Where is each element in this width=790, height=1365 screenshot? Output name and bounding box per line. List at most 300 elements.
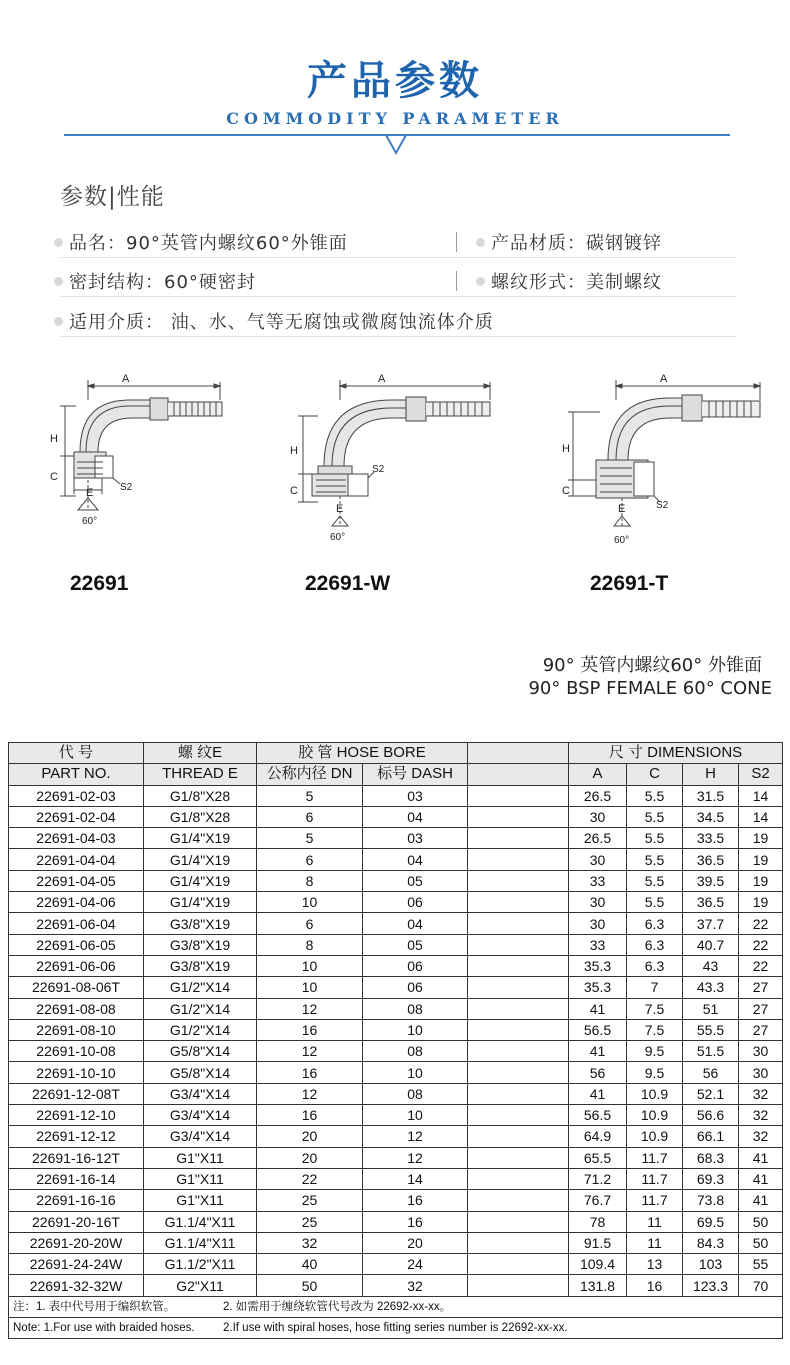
cell-blank bbox=[468, 934, 569, 955]
svg-text:C: C bbox=[290, 485, 298, 497]
cell-c: 5.5 bbox=[627, 870, 683, 891]
cell-a: 35.3 bbox=[569, 955, 627, 976]
table-row bbox=[9, 1232, 783, 1253]
cell-part-no: 22691-08-06T bbox=[9, 977, 144, 998]
cell-h: 36.5 bbox=[683, 892, 739, 913]
table-row bbox=[9, 1254, 783, 1275]
cell-c: 5.5 bbox=[627, 828, 683, 849]
cell-a: 30 bbox=[569, 849, 627, 870]
cell-h: 31.5 bbox=[683, 785, 739, 806]
svg-text:60°: 60° bbox=[614, 535, 630, 546]
cell-h: 84.3 bbox=[683, 1232, 739, 1253]
cell-h: 51.5 bbox=[683, 1041, 739, 1062]
cell-s2: 19 bbox=[739, 892, 783, 913]
table-header-row bbox=[9, 764, 783, 785]
cell-a: 109.4 bbox=[569, 1254, 627, 1275]
cell-part-no: 22691-20-16T bbox=[9, 1211, 144, 1232]
spec-table bbox=[8, 742, 783, 1339]
param-separator bbox=[456, 271, 457, 291]
cell-blank bbox=[468, 785, 569, 806]
cell-blank bbox=[468, 1232, 569, 1253]
cell-dash: 03 bbox=[363, 828, 468, 849]
cell-part-no: 22691-04-03 bbox=[9, 828, 144, 849]
table-row bbox=[9, 1126, 783, 1147]
cell-h: 40.7 bbox=[683, 934, 739, 955]
cell-dn: 50 bbox=[257, 1275, 363, 1296]
cell-dash: 12 bbox=[363, 1147, 468, 1168]
cell-h: 68.3 bbox=[683, 1147, 739, 1168]
cell-dash: 04 bbox=[363, 849, 468, 870]
table-note-row bbox=[9, 1318, 783, 1339]
cell-thread: G1/8"X28 bbox=[144, 806, 257, 827]
cell-blank bbox=[468, 1168, 569, 1189]
cell-s2: 50 bbox=[739, 1232, 783, 1253]
cell-dn: 25 bbox=[257, 1190, 363, 1211]
cell-part-no: 22691-10-10 bbox=[9, 1062, 144, 1083]
model-label: 22691 bbox=[70, 572, 129, 595]
cell-h: 43.3 bbox=[683, 977, 739, 998]
svg-text:H: H bbox=[290, 445, 298, 457]
cell-s2: 19 bbox=[739, 828, 783, 849]
table-row bbox=[9, 1041, 783, 1062]
cell-h: 73.8 bbox=[683, 1190, 739, 1211]
description-cn: 90° 英管内螺纹60° 外锥面 bbox=[542, 655, 762, 676]
cell-a: 131.8 bbox=[569, 1275, 627, 1296]
cell-blank bbox=[468, 892, 569, 913]
header-dn: 公称内径 DN bbox=[257, 764, 363, 785]
cell-dash: 06 bbox=[363, 955, 468, 976]
cell-c: 5.5 bbox=[627, 892, 683, 913]
table-row bbox=[9, 1168, 783, 1189]
cell-s2: 32 bbox=[739, 1083, 783, 1104]
cell-blank bbox=[468, 849, 569, 870]
cell-h: 52.1 bbox=[683, 1083, 739, 1104]
cell-thread: G1/4"X19 bbox=[144, 870, 257, 891]
svg-text:C: C bbox=[562, 485, 570, 497]
fitting-drawing-22691-t bbox=[560, 370, 770, 550]
cell-dash: 10 bbox=[363, 1105, 468, 1126]
svg-text:S2: S2 bbox=[656, 500, 669, 511]
cell-blank bbox=[468, 1126, 569, 1147]
cell-c: 6.3 bbox=[627, 934, 683, 955]
table-row bbox=[9, 785, 783, 806]
cell-dash: 10 bbox=[363, 1062, 468, 1083]
cell-part-no: 22691-12-08T bbox=[9, 1083, 144, 1104]
param-rule bbox=[60, 336, 736, 337]
cell-dn: 5 bbox=[257, 828, 363, 849]
cell-h: 66.1 bbox=[683, 1126, 739, 1147]
cell-dn: 20 bbox=[257, 1126, 363, 1147]
cell-blank bbox=[468, 1105, 569, 1126]
cell-thread: G1/4"X19 bbox=[144, 828, 257, 849]
page-title: 产品参数 bbox=[307, 58, 483, 104]
cell-s2: 70 bbox=[739, 1275, 783, 1296]
cell-h: 37.7 bbox=[683, 913, 739, 934]
svg-text:E: E bbox=[618, 503, 626, 515]
param-seal: 密封结构：60°硬密封 bbox=[54, 268, 256, 294]
cell-dn: 40 bbox=[257, 1254, 363, 1275]
cell-thread: G3/4"X14 bbox=[144, 1083, 257, 1104]
param-name: 品名：90°英管内螺纹60°外锥面 bbox=[54, 229, 348, 255]
bullet-icon bbox=[54, 238, 63, 247]
cell-h: 34.5 bbox=[683, 806, 739, 827]
cell-a: 91.5 bbox=[569, 1232, 627, 1253]
fitting-drawing-22691 bbox=[40, 370, 230, 530]
cell-dn: 8 bbox=[257, 870, 363, 891]
cell-c: 10.9 bbox=[627, 1083, 683, 1104]
cell-a: 64.9 bbox=[569, 1126, 627, 1147]
header-hose-bore: 胶 管 HOSE BORE bbox=[257, 743, 468, 764]
cell-blank bbox=[468, 1275, 569, 1296]
cell-blank bbox=[468, 977, 569, 998]
cell-a: 30 bbox=[569, 913, 627, 934]
param-rule bbox=[60, 257, 736, 258]
cell-dn: 6 bbox=[257, 806, 363, 827]
cell-dash: 05 bbox=[363, 870, 468, 891]
cell-blank bbox=[468, 955, 569, 976]
cell-a: 78 bbox=[569, 1211, 627, 1232]
cell-c: 11.7 bbox=[627, 1147, 683, 1168]
table-row bbox=[9, 1211, 783, 1232]
description-en: 90° BSP FEMALE 60° CONE bbox=[528, 678, 772, 699]
cell-h: 69.5 bbox=[683, 1211, 739, 1232]
page-subtitle: COMMODITY PARAMETER bbox=[226, 109, 564, 128]
header-h: H bbox=[683, 764, 739, 785]
cell-part-no: 22691-10-08 bbox=[9, 1041, 144, 1062]
header-c: C bbox=[627, 764, 683, 785]
header-thread-en: THREAD E bbox=[144, 764, 257, 785]
cell-h: 43 bbox=[683, 955, 739, 976]
table-row bbox=[9, 1062, 783, 1083]
fitting-drawing-22691-w bbox=[288, 370, 498, 545]
note-en: Note: 1.For use with braided hoses. 2.If use with spiral hoses, hose fitting series number is 22692-xx-xx. bbox=[9, 1318, 783, 1339]
cell-part-no: 22691-04-04 bbox=[9, 849, 144, 870]
table-row bbox=[9, 828, 783, 849]
cell-blank bbox=[468, 870, 569, 891]
svg-text:H: H bbox=[562, 443, 570, 455]
cell-a: 41 bbox=[569, 998, 627, 1019]
table-row bbox=[9, 892, 783, 913]
cell-a: 26.5 bbox=[569, 828, 627, 849]
svg-text:A: A bbox=[122, 373, 130, 385]
table-row bbox=[9, 955, 783, 976]
cell-h: 56 bbox=[683, 1062, 739, 1083]
svg-text:E: E bbox=[336, 503, 344, 515]
cell-h: 123.3 bbox=[683, 1275, 739, 1296]
cell-part-no: 22691-08-08 bbox=[9, 998, 144, 1019]
param-separator bbox=[456, 232, 457, 252]
cell-a: 56 bbox=[569, 1062, 627, 1083]
cell-blank bbox=[468, 913, 569, 934]
table-row bbox=[9, 806, 783, 827]
cell-part-no: 22691-12-12 bbox=[9, 1126, 144, 1147]
cell-dn: 6 bbox=[257, 849, 363, 870]
cell-c: 9.5 bbox=[627, 1062, 683, 1083]
cell-dash: 32 bbox=[363, 1275, 468, 1296]
cell-part-no: 22691-08-10 bbox=[9, 1019, 144, 1040]
cell-thread: G1/2"X14 bbox=[144, 998, 257, 1019]
cell-s2: 22 bbox=[739, 934, 783, 955]
cell-thread: G3/8"X19 bbox=[144, 955, 257, 976]
cell-thread: G3/8"X19 bbox=[144, 934, 257, 955]
cell-s2: 30 bbox=[739, 1062, 783, 1083]
header-part-en: PART NO. bbox=[9, 764, 144, 785]
table-row bbox=[9, 1275, 783, 1296]
table-row bbox=[9, 913, 783, 934]
cell-thread: G1/2"X14 bbox=[144, 977, 257, 998]
header-part-cn: 代 号 bbox=[9, 743, 144, 764]
cell-s2: 19 bbox=[739, 870, 783, 891]
cell-s2: 41 bbox=[739, 1190, 783, 1211]
cell-dn: 16 bbox=[257, 1019, 363, 1040]
param-material: 产品材质：碳钢镀锌 bbox=[476, 229, 662, 255]
cell-thread: G2"X11 bbox=[144, 1275, 257, 1296]
params-heading: 参数|性能 bbox=[60, 184, 165, 210]
header-s2: S2 bbox=[739, 764, 783, 785]
cell-h: 69.3 bbox=[683, 1168, 739, 1189]
cell-blank bbox=[468, 998, 569, 1019]
header-dimensions: 尺 寸 DIMENSIONS bbox=[569, 743, 783, 764]
cell-c: 7.5 bbox=[627, 998, 683, 1019]
svg-text:A: A bbox=[378, 373, 386, 385]
cell-part-no: 22691-16-16 bbox=[9, 1190, 144, 1211]
cell-blank bbox=[468, 1147, 569, 1168]
table-row bbox=[9, 934, 783, 955]
svg-text:E: E bbox=[86, 487, 94, 499]
chevron-down-icon bbox=[385, 134, 407, 156]
svg-text:S2: S2 bbox=[372, 464, 385, 475]
table-row bbox=[9, 977, 783, 998]
param-medium: 适用介质： 油、水、气等无腐蚀或微腐蚀流体介质 bbox=[54, 308, 494, 334]
bullet-icon bbox=[476, 238, 485, 247]
cell-s2: 41 bbox=[739, 1168, 783, 1189]
table-row bbox=[9, 1190, 783, 1211]
cell-c: 7 bbox=[627, 977, 683, 998]
cell-s2: 32 bbox=[739, 1126, 783, 1147]
cell-part-no: 22691-20-20W bbox=[9, 1232, 144, 1253]
cell-dash: 16 bbox=[363, 1190, 468, 1211]
cell-dash: 08 bbox=[363, 1041, 468, 1062]
cell-part-no: 22691-04-05 bbox=[9, 870, 144, 891]
cell-h: 103 bbox=[683, 1254, 739, 1275]
cell-dash: 24 bbox=[363, 1254, 468, 1275]
cell-s2: 19 bbox=[739, 849, 783, 870]
cell-a: 33 bbox=[569, 934, 627, 955]
cell-s2: 22 bbox=[739, 913, 783, 934]
model-label: 22691-T bbox=[590, 572, 669, 595]
table-row bbox=[9, 1019, 783, 1040]
cell-c: 10.9 bbox=[627, 1105, 683, 1126]
cell-thread: G5/8"X14 bbox=[144, 1041, 257, 1062]
cell-thread: G1"X11 bbox=[144, 1190, 257, 1211]
cell-dn: 10 bbox=[257, 977, 363, 998]
header-blank bbox=[468, 743, 569, 764]
cell-h: 56.6 bbox=[683, 1105, 739, 1126]
header-blank bbox=[468, 764, 569, 785]
cell-s2: 22 bbox=[739, 955, 783, 976]
cell-a: 56.5 bbox=[569, 1019, 627, 1040]
cell-dn: 22 bbox=[257, 1168, 363, 1189]
table-row bbox=[9, 849, 783, 870]
table-row bbox=[9, 1083, 783, 1104]
bullet-icon bbox=[476, 277, 485, 286]
cell-part-no: 22691-24-24W bbox=[9, 1254, 144, 1275]
cell-dash: 04 bbox=[363, 913, 468, 934]
svg-text:60°: 60° bbox=[330, 532, 346, 543]
cell-dash: 12 bbox=[363, 1126, 468, 1147]
table-header-row bbox=[9, 743, 783, 764]
cell-a: 41 bbox=[569, 1041, 627, 1062]
cell-c: 11 bbox=[627, 1232, 683, 1253]
cell-c: 9.5 bbox=[627, 1041, 683, 1062]
cell-h: 36.5 bbox=[683, 849, 739, 870]
cell-a: 41 bbox=[569, 1083, 627, 1104]
cell-dn: 10 bbox=[257, 892, 363, 913]
cell-s2: 14 bbox=[739, 785, 783, 806]
cell-h: 33.5 bbox=[683, 828, 739, 849]
table-row bbox=[9, 998, 783, 1019]
cell-a: 71.2 bbox=[569, 1168, 627, 1189]
param-rule bbox=[60, 296, 736, 297]
cell-c: 6.3 bbox=[627, 955, 683, 976]
cell-thread: G1.1/4"X11 bbox=[144, 1211, 257, 1232]
cell-s2: 27 bbox=[739, 1019, 783, 1040]
cell-part-no: 22691-06-06 bbox=[9, 955, 144, 976]
cell-a: 35.3 bbox=[569, 977, 627, 998]
table-row bbox=[9, 870, 783, 891]
cell-a: 26.5 bbox=[569, 785, 627, 806]
cell-thread: G1/4"X19 bbox=[144, 849, 257, 870]
svg-text:S2: S2 bbox=[120, 482, 133, 493]
cell-thread: G5/8"X14 bbox=[144, 1062, 257, 1083]
cell-c: 16 bbox=[627, 1275, 683, 1296]
svg-text:60°: 60° bbox=[82, 516, 98, 527]
cell-dash: 03 bbox=[363, 785, 468, 806]
cell-dn: 20 bbox=[257, 1147, 363, 1168]
cell-part-no: 22691-16-12T bbox=[9, 1147, 144, 1168]
svg-text:C: C bbox=[50, 471, 58, 483]
cell-s2: 41 bbox=[739, 1147, 783, 1168]
cell-a: 30 bbox=[569, 806, 627, 827]
cell-thread: G1/4"X19 bbox=[144, 892, 257, 913]
bullet-icon bbox=[54, 317, 63, 326]
header-a: A bbox=[569, 764, 627, 785]
cell-c: 10.9 bbox=[627, 1126, 683, 1147]
cell-thread: G1.1/2"X11 bbox=[144, 1254, 257, 1275]
cell-blank bbox=[468, 1211, 569, 1232]
model-label: 22691-W bbox=[305, 572, 391, 595]
cell-part-no: 22691-32-32W bbox=[9, 1275, 144, 1296]
cell-part-no: 22691-12-10 bbox=[9, 1105, 144, 1126]
cell-c: 11.7 bbox=[627, 1190, 683, 1211]
cell-dn: 25 bbox=[257, 1211, 363, 1232]
cell-dn: 6 bbox=[257, 913, 363, 934]
cell-dash: 20 bbox=[363, 1232, 468, 1253]
bullet-icon bbox=[54, 277, 63, 286]
header-thread-cn: 螺 纹E bbox=[144, 743, 257, 764]
cell-thread: G1.1/4"X11 bbox=[144, 1232, 257, 1253]
cell-a: 56.5 bbox=[569, 1105, 627, 1126]
cell-dash: 16 bbox=[363, 1211, 468, 1232]
cell-dash: 06 bbox=[363, 892, 468, 913]
cell-s2: 27 bbox=[739, 977, 783, 998]
cell-blank bbox=[468, 1254, 569, 1275]
cell-dn: 12 bbox=[257, 998, 363, 1019]
svg-text:H: H bbox=[50, 433, 58, 445]
cell-thread: G1/2"X14 bbox=[144, 1019, 257, 1040]
cell-dash: 08 bbox=[363, 998, 468, 1019]
cell-s2: 30 bbox=[739, 1041, 783, 1062]
cell-thread: G1"X11 bbox=[144, 1168, 257, 1189]
cell-c: 6.3 bbox=[627, 913, 683, 934]
cell-dash: 14 bbox=[363, 1168, 468, 1189]
cell-part-no: 22691-16-14 bbox=[9, 1168, 144, 1189]
cell-s2: 32 bbox=[739, 1105, 783, 1126]
cell-c: 11.7 bbox=[627, 1168, 683, 1189]
cell-dn: 5 bbox=[257, 785, 363, 806]
cell-dash: 10 bbox=[363, 1019, 468, 1040]
cell-a: 65.5 bbox=[569, 1147, 627, 1168]
cell-dash: 08 bbox=[363, 1083, 468, 1104]
svg-text:A: A bbox=[660, 373, 668, 385]
cell-dash: 04 bbox=[363, 806, 468, 827]
cell-c: 5.5 bbox=[627, 806, 683, 827]
table-note-row bbox=[9, 1296, 783, 1317]
cell-thread: G3/8"X19 bbox=[144, 913, 257, 934]
cell-part-no: 22691-02-04 bbox=[9, 806, 144, 827]
cell-a: 76.7 bbox=[569, 1190, 627, 1211]
cell-dn: 16 bbox=[257, 1062, 363, 1083]
cell-s2: 55 bbox=[739, 1254, 783, 1275]
cell-dn: 32 bbox=[257, 1232, 363, 1253]
cell-dn: 12 bbox=[257, 1041, 363, 1062]
cell-thread: G3/4"X14 bbox=[144, 1105, 257, 1126]
header-dash: 标号 DASH bbox=[363, 764, 468, 785]
cell-blank bbox=[468, 1083, 569, 1104]
cell-blank bbox=[468, 1041, 569, 1062]
cell-blank bbox=[468, 828, 569, 849]
cell-dash: 05 bbox=[363, 934, 468, 955]
cell-h: 51 bbox=[683, 998, 739, 1019]
cell-c: 5.5 bbox=[627, 849, 683, 870]
cell-part-no: 22691-06-04 bbox=[9, 913, 144, 934]
cell-a: 30 bbox=[569, 892, 627, 913]
param-thread-form: 螺纹形式：美制螺纹 bbox=[476, 268, 662, 294]
cell-part-no: 22691-02-03 bbox=[9, 785, 144, 806]
cell-dn: 10 bbox=[257, 955, 363, 976]
cell-thread: G1/8"X28 bbox=[144, 785, 257, 806]
cell-dn: 8 bbox=[257, 934, 363, 955]
cell-blank bbox=[468, 1062, 569, 1083]
cell-c: 5.5 bbox=[627, 785, 683, 806]
cell-dn: 12 bbox=[257, 1083, 363, 1104]
cell-blank bbox=[468, 806, 569, 827]
cell-s2: 50 bbox=[739, 1211, 783, 1232]
cell-s2: 14 bbox=[739, 806, 783, 827]
cell-c: 13 bbox=[627, 1254, 683, 1275]
table-row bbox=[9, 1105, 783, 1126]
table-row bbox=[9, 1147, 783, 1168]
cell-part-no: 22691-06-05 bbox=[9, 934, 144, 955]
cell-dn: 16 bbox=[257, 1105, 363, 1126]
cell-c: 11 bbox=[627, 1211, 683, 1232]
cell-blank bbox=[468, 1190, 569, 1211]
cell-c: 7.5 bbox=[627, 1019, 683, 1040]
cell-h: 39.5 bbox=[683, 870, 739, 891]
cell-thread: G1"X11 bbox=[144, 1147, 257, 1168]
cell-a: 33 bbox=[569, 870, 627, 891]
cell-dash: 06 bbox=[363, 977, 468, 998]
